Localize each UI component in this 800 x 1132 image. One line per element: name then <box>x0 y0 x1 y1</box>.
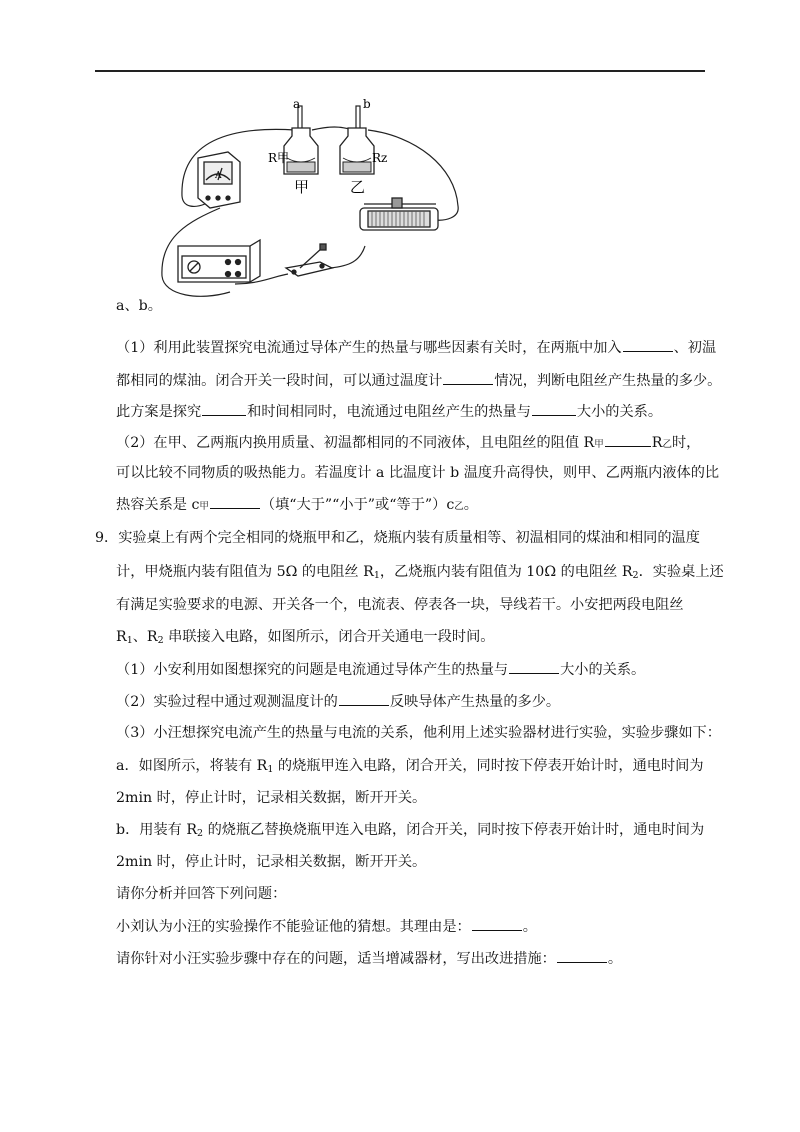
answer-blank[interactable] <box>443 370 493 385</box>
line-10: $R_1$、$R_2$ 串联接入电路，如图所示，闭合开关通电一段时间。 <box>116 629 495 646</box>
answer-blank[interactable] <box>472 916 522 931</box>
label-b: b <box>363 97 371 111</box>
answer-blank[interactable] <box>605 432 651 447</box>
header-rule <box>95 70 705 72</box>
line-18: 请你分析并回答下列问题： <box>116 886 287 902</box>
line-8: 计，甲烧瓶内装有阻值为 5Ω 的电阻丝 $R_1$，乙烧瓶内装有阻值为 10Ω 的电阻丝 $R_2$．实验桌上还 <box>116 564 724 581</box>
answer-blank[interactable] <box>623 337 673 352</box>
line-19: 小刘认为小汪的实验操作不能验证他的猜想。其理由是： 。 <box>116 916 537 937</box>
label-jia: 甲 <box>294 178 310 196</box>
line-15: 2min 时，停止计时，记录相关数据，断开开关。 <box>116 790 427 806</box>
line-11: （1）小安利用如图想探究的问题是电流通过导体产生的热量与 大小的关系。 <box>116 659 645 680</box>
line-5: 可以比较不同物质的吸热能力。若温度计 a 比温度计 b 温度升高得快，则甲、乙两瓶内液体的比 <box>116 465 720 481</box>
wire-switch-to-rheostat <box>330 246 365 268</box>
line-14: a．如图所示，将装有 $R_1$ 的烧瓶甲连入电路，闭合开关，同时按下停表开始计时，通电时间为 <box>116 758 704 775</box>
line-2: 都相同的煤油。闭合开关一段时间，可以通过温度计 情况，判断电阻丝产生热量的多少。 <box>116 370 721 391</box>
ammeter-letter: A <box>215 171 222 181</box>
rheostat-icon <box>360 198 438 230</box>
label-r-yi: Rz <box>372 151 388 165</box>
line-1: （1）利用此装置探究电流通过导体产生的热量与哪些因素有关时，在两瓶中加入 、初温 <box>116 337 716 358</box>
answer-blank[interactable] <box>557 948 607 963</box>
answer-blank[interactable] <box>202 401 246 416</box>
wire-bottle-to-rheostat <box>368 130 458 220</box>
line-13: （3）小汪想探究电流产生的热量与电流的关系，他利用上述实验器材进行实验，实验步骤如下： <box>116 725 721 741</box>
answer-blank[interactable] <box>210 494 260 509</box>
line-4: （2）在甲、乙两瓶内换用质量、初温都相同的不同液体，且电阻丝的阻值 R甲 R乙时， <box>116 432 700 455</box>
power-source-icon <box>178 240 260 282</box>
wire-bottle-to-bottle <box>312 127 353 130</box>
line-17: 2min 时，停止计时，记录相关数据，断开开关。 <box>116 854 427 870</box>
answer-blank[interactable] <box>532 401 576 416</box>
circuit-diagram <box>160 96 460 308</box>
circuit-figure <box>160 96 460 308</box>
line-0: a、b。 <box>116 298 162 314</box>
line-3: 此方案是探究 和时间相同时，电流通过电阻丝产生的热量与 大小的关系。 <box>116 401 662 422</box>
label-r-jia: R甲 <box>268 151 290 165</box>
label-a: a <box>293 97 301 111</box>
answer-blank[interactable] <box>509 659 559 674</box>
switch-icon <box>286 244 332 276</box>
line-12: （2）实验过程中通过观测温度计的 反映导体产生热量的多少。 <box>116 691 560 712</box>
line-6: 热容关系是 c甲 （填“大于”“小于”或“等于”）c乙。 <box>116 494 478 517</box>
answer-blank[interactable] <box>339 691 389 706</box>
line-9: 有满足实验要求的电源、开关各一个，电流表、停表各一块，导线若干。小安把两段电阻丝 <box>116 597 684 613</box>
label-yi: 乙 <box>350 178 366 196</box>
line-20: 请你针对小汪实验步骤中存在的问题，适当增减器材，写出改进措施： 。 <box>116 948 622 969</box>
line-7: 9．实验桌上有两个完全相同的烧瓶甲和乙，烧瓶内装有质量相等、初温相同的煤油和相同的温度 <box>95 530 700 546</box>
line-16: b．用装有 $R_2$ 的烧瓶乙替换烧瓶甲连入电路，闭合开关，同时按下停表开始计时，通电时间为 <box>116 822 705 839</box>
